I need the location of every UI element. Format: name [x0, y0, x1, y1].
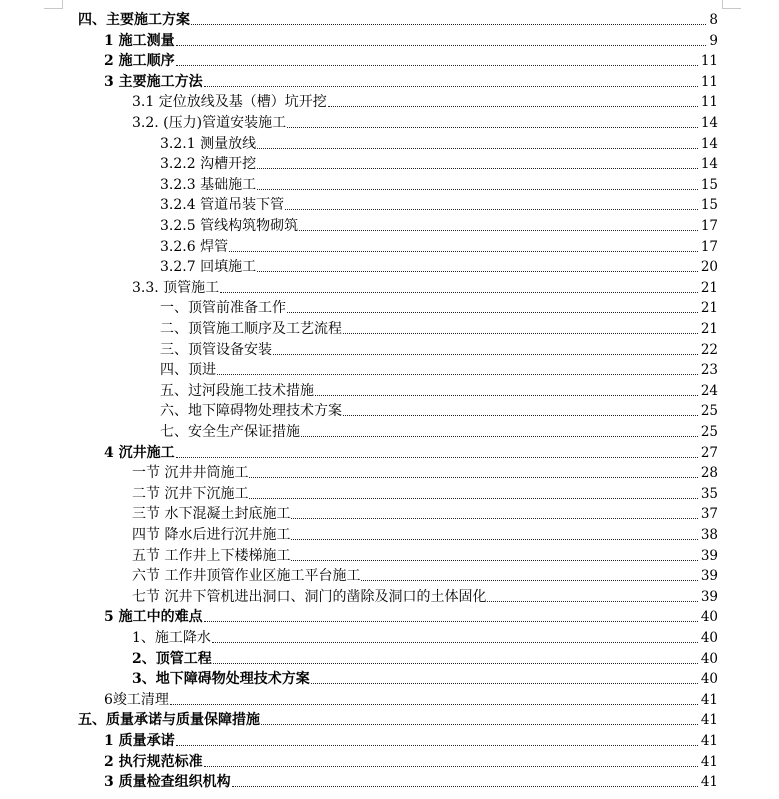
toc-entry[interactable]	[160, 317, 718, 338]
toc-page-number: 20	[700, 259, 718, 276]
toc-entry[interactable]	[132, 111, 718, 132]
toc-page-number: 41	[700, 774, 718, 791]
toc-entry[interactable]	[160, 399, 718, 420]
toc-entry-title: 三、顶管设备安装	[160, 341, 272, 358]
toc-entry-title: 3 质量检查组织机构	[104, 774, 231, 791]
toc-page-number: 14	[700, 156, 718, 173]
toc-entry-title: 3、地下障碍物处理技术方案	[132, 671, 310, 688]
toc-entry[interactable]	[104, 750, 718, 771]
toc-page-number: 39	[700, 547, 718, 564]
toc-dot-leader	[301, 436, 698, 437]
toc-dot-leader	[291, 539, 697, 540]
toc-entry[interactable]	[160, 358, 718, 379]
toc-dot-leader	[257, 189, 698, 190]
toc-page-number: 41	[700, 753, 718, 770]
toc-entry-title: 1、施工降水	[132, 630, 211, 646]
page-corner-mark-right	[722, 0, 741, 9]
toc-dot-leader	[176, 457, 698, 458]
toc-entry[interactable]	[132, 667, 718, 688]
toc-dot-leader	[204, 766, 698, 767]
toc-entry-title: 3.2.5 管线构筑物砌筑	[160, 218, 299, 234]
toc-dot-leader	[487, 601, 697, 602]
toc-entry[interactable]	[132, 564, 718, 585]
toc-page-number: 14	[700, 135, 718, 152]
toc-dot-leader	[191, 24, 706, 25]
toc-page-number: 11	[700, 94, 718, 111]
toc-entry-title: 2、顶管工程	[132, 650, 212, 667]
toc-entry[interactable]	[132, 502, 718, 523]
toc-dot-leader	[291, 560, 697, 561]
toc-page-number: 37	[700, 506, 718, 523]
toc-entry-title: 1 施工测量	[104, 32, 175, 49]
toc-entry-title: 4 沉井施工	[104, 444, 175, 461]
toc-entry[interactable]	[104, 770, 718, 791]
toc-entry[interactable]	[160, 235, 718, 256]
toc-entry-title: 一节 沉井井筒施工	[132, 465, 249, 482]
toc-entry[interactable]	[132, 90, 718, 111]
toc-dot-leader	[176, 65, 698, 66]
toc-dot-leader	[311, 683, 698, 684]
toc-page-number: 21	[700, 300, 718, 317]
toc-dot-leader	[257, 271, 698, 272]
toc-entry[interactable]	[160, 255, 718, 276]
toc-page-number: 27	[700, 444, 718, 461]
toc-entry[interactable]	[132, 276, 718, 297]
toc-dot-leader	[343, 415, 698, 416]
toc-page-number: 11	[700, 73, 718, 90]
toc-entry-title: 3.2.4 管道吊装下管	[160, 197, 285, 214]
toc-page-number: 41	[700, 691, 718, 708]
toc-page-number: 11	[700, 53, 718, 70]
toc-entry-title: 五、质量承诺与质量保障措施	[78, 712, 260, 729]
toc-entry-title: 五、过河段施工技术措施	[160, 382, 314, 399]
toc-entry-title: 七节 沉井下管机进出洞口、洞门的凿除及洞口的土体固化	[132, 588, 487, 605]
toc-page-number: 35	[700, 485, 718, 502]
toc-dot-leader	[229, 251, 698, 252]
toc-entry-title: 1 质量承诺	[104, 733, 175, 749]
toc-page-number: 17	[700, 238, 718, 255]
toc-entry[interactable]	[160, 193, 718, 214]
toc-entry-title: 五节 工作井上下楼梯施工	[132, 547, 291, 564]
toc-entry-title: 三节 水下混凝土封底施工	[132, 506, 291, 523]
toc-page-number: 15	[700, 176, 718, 193]
toc-entry-title: 二节 沉井下沉施工	[132, 485, 249, 502]
toc-dot-leader	[285, 209, 698, 210]
toc-entry-title: 3.2.1 测量放线	[160, 135, 257, 152]
toc-entry[interactable]	[160, 132, 718, 153]
toc-entry-title: 2 执行规范标准	[104, 753, 203, 770]
toc-dot-leader	[249, 477, 697, 478]
toc-entry[interactable]	[132, 626, 718, 647]
toc-entry-title: 3.2.7 回填施工	[160, 259, 257, 276]
toc-entry[interactable]	[104, 70, 718, 91]
toc-entry[interactable]	[160, 214, 718, 235]
toc-entry-title: 3.3. 顶管施工	[132, 279, 220, 296]
toc-page-number: 15	[700, 197, 718, 214]
toc-entry-title: 5 施工中的难点	[104, 609, 203, 626]
toc-page-number: 23	[700, 362, 718, 379]
toc-entry-title: 2 施工顺序	[104, 53, 175, 70]
toc-entry-title: 四、主要施工方案	[78, 12, 190, 28]
toc-dot-leader	[220, 292, 698, 293]
toc-entry-title: 七、安全生产保证措施	[160, 424, 300, 440]
toc-dot-leader	[273, 354, 698, 355]
toc-entry-title: 3.1 定位放线及基（槽）坑开挖	[132, 94, 327, 111]
toc-page-number: 38	[700, 527, 718, 543]
toc-entry[interactable]	[104, 49, 718, 70]
toc-entry[interactable]	[104, 688, 718, 709]
toc-page-number: 14	[700, 115, 718, 131]
toc-dot-leader	[315, 395, 698, 396]
toc-entry-title: 四节 降水后进行沉井施工	[132, 527, 291, 543]
toc-page-number: 24	[700, 382, 718, 399]
toc-dot-leader	[287, 127, 698, 128]
toc-entry[interactable]	[104, 441, 718, 462]
toc-page-number: 17	[700, 218, 718, 234]
toc-entry[interactable]	[160, 152, 718, 173]
toc-page-number: 40	[700, 609, 718, 626]
toc-dot-leader	[257, 168, 698, 169]
toc-dot-leader	[291, 518, 697, 519]
toc-page-number: 40	[700, 650, 718, 667]
toc-dot-leader	[361, 580, 697, 581]
toc-entry-title: 3 主要施工方法	[104, 73, 203, 90]
toc-entry-title: 二、顶管施工顺序及工艺流程	[160, 321, 342, 337]
toc-page-number: 25	[700, 403, 718, 420]
toc-entry[interactable]	[132, 544, 718, 565]
toc-entry[interactable]	[160, 338, 718, 359]
toc-page-number: 25	[700, 424, 718, 440]
toc-dot-leader	[217, 374, 698, 375]
toc-entry-title: 六、地下障碍物处理技术方案	[160, 403, 342, 420]
toc-entry[interactable]	[78, 708, 718, 729]
toc-page-number: 21	[700, 279, 718, 296]
toc-dot-leader	[204, 86, 698, 87]
toc-entry[interactable]	[104, 605, 718, 626]
toc-entry[interactable]	[132, 523, 718, 544]
toc-entry[interactable]	[132, 482, 718, 503]
toc-dot-leader	[170, 704, 698, 705]
toc-entry[interactable]	[132, 647, 718, 668]
toc-dot-leader	[299, 230, 698, 231]
toc-page-number: 39	[700, 568, 718, 585]
toc-entry-title: 6竣工清理	[104, 691, 169, 708]
toc-dot-leader	[204, 621, 698, 622]
toc-entry[interactable]	[160, 420, 718, 441]
toc-dot-leader	[343, 333, 698, 334]
toc-page-number: 41	[700, 733, 718, 749]
toc-dot-leader	[213, 663, 698, 664]
toc-page-number: 22	[700, 341, 718, 358]
toc-dot-leader	[176, 45, 707, 46]
toc-page-number: 21	[700, 321, 718, 337]
toc-page-number: 28	[700, 465, 718, 482]
toc-entry-title: 3.2.2 沟槽开挖	[160, 156, 257, 173]
toc-dot-leader	[261, 724, 698, 725]
toc-entry[interactable]	[160, 379, 718, 400]
toc-entry-title: 一、顶管前准备工作	[160, 300, 286, 317]
toc-page-number: 40	[700, 671, 718, 688]
toc-dot-leader	[257, 148, 698, 149]
toc-page-number: 40	[700, 630, 718, 646]
toc-entry-title: 3.2. (压力)管道安装施工	[132, 115, 287, 131]
toc-entry[interactable]	[160, 296, 718, 317]
toc-page-number: 8	[709, 12, 718, 28]
toc-page-number: 9	[709, 32, 718, 49]
toc-entry-title: 六节 工作井顶管作业区施工平台施工	[132, 568, 361, 585]
toc-dot-leader	[212, 642, 698, 643]
toc-dot-leader	[287, 312, 698, 313]
toc-page-number: 39	[700, 588, 718, 605]
toc-page-number: 41	[700, 712, 718, 729]
toc-dot-leader	[328, 106, 698, 107]
toc-entry[interactable]	[160, 173, 718, 194]
toc-entry[interactable]	[132, 585, 718, 606]
toc-entry[interactable]	[78, 8, 718, 29]
toc-entry[interactable]	[104, 729, 718, 750]
toc-dot-leader	[176, 745, 698, 746]
toc-dot-leader	[249, 498, 697, 499]
toc-entry[interactable]	[104, 29, 718, 50]
toc-entry[interactable]	[132, 461, 718, 482]
toc-entry-title: 3.2.3 基础施工	[160, 176, 257, 193]
toc-entry-title: 四、顶进	[160, 362, 216, 379]
page-corner-mark-left	[44, 0, 63, 9]
toc-dot-leader	[232, 786, 698, 787]
toc-entry-title: 3.2.6 焊管	[160, 238, 229, 255]
